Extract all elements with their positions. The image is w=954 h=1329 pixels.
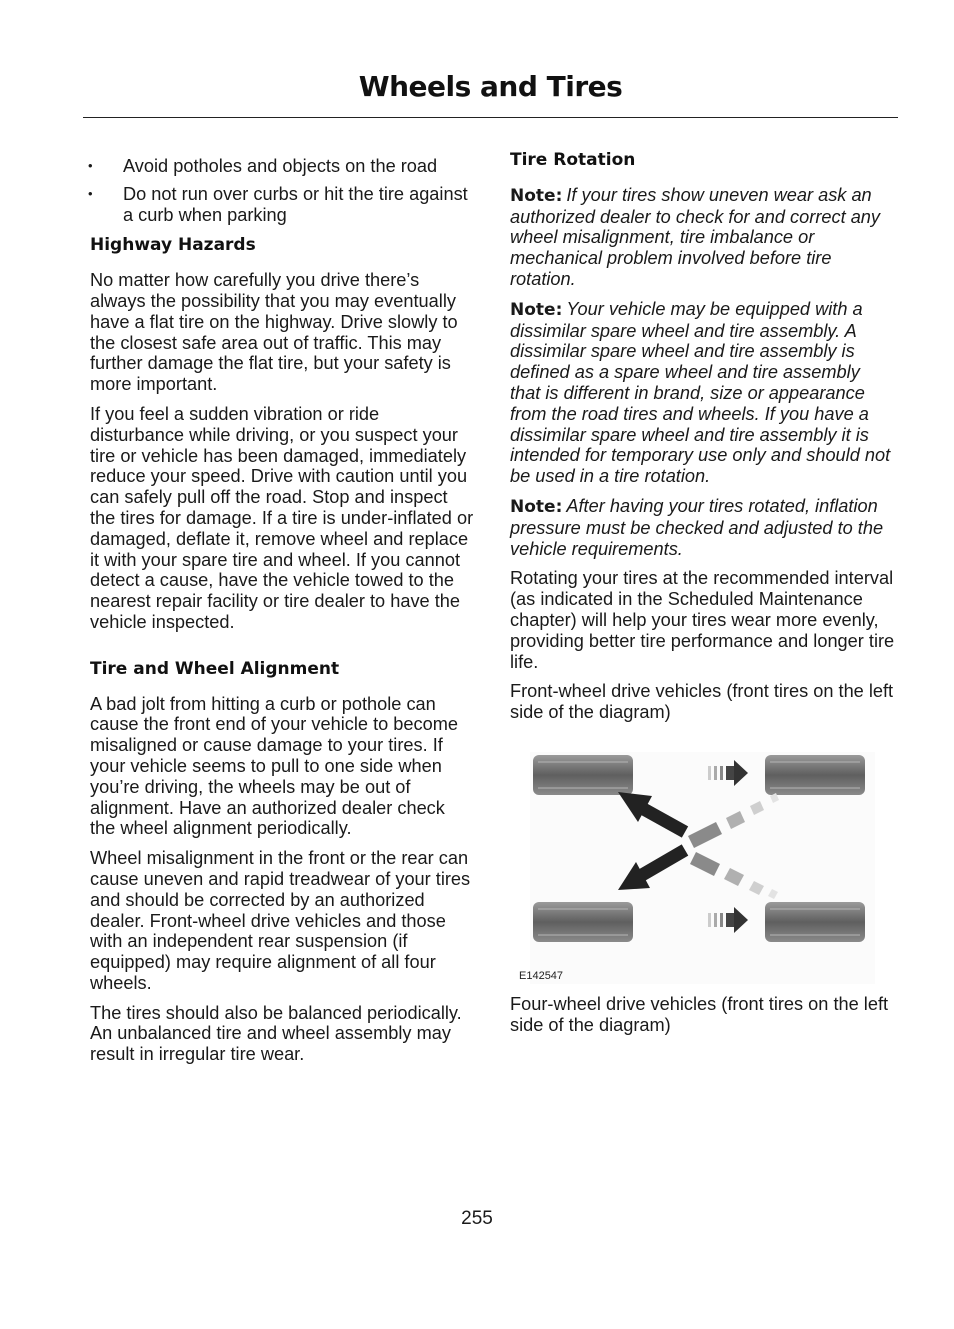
list-item: • Avoid potholes and objects on the road — [90, 156, 475, 177]
page-number: 255 — [461, 1208, 493, 1229]
tire-icon — [533, 902, 633, 942]
tire-icon — [765, 902, 865, 942]
note — [510, 496, 895, 559]
paragraph: The tires should also be balanced periodically. An unbalanced tire and wheel assembly may result in irregular tire wear. — [90, 1002, 462, 1065]
page-title: Wheels and Tires — [358, 70, 623, 103]
highway-hazards-heading: Highway Hazards — [90, 235, 256, 256]
tire-icon — [765, 755, 865, 795]
figure-code: E142547 — [519, 969, 564, 982]
diagram-svg — [530, 752, 875, 984]
right-column — [510, 150, 895, 1045]
left-column — [90, 150, 475, 1074]
note-label: Note: — [510, 496, 563, 517]
tire-icon — [533, 755, 633, 795]
note — [510, 185, 895, 290]
paragraph: No matter how carefully you drive there’s always the possibility that you may eventually have a flat tire on the highway. Drive slowly to the closest safe area out of traffic. This may further damage the flat tire, but your safety is more important. — [90, 270, 458, 395]
note-text: Your vehicle may be equipped with a dissimilar spare wheel and tire assembly. A dissimilar spare wheel and tire assembly is defined as a spare wheel and tire assembly that is different in brand, size or appearance from the road tires and wheels. If you have a dissimilar spare wheel and tire assembly it is intended for temporary use only and should not be used in a tire rotation. — [510, 298, 891, 487]
paragraph: Rotating your tires at the recommended interval (as indicated in the Scheduled Maintenance chapter) will help your tires wear more evenly, providing better tire performance and longer tire life. — [510, 568, 895, 672]
list-item: • Do not run over curbs or hit the tire against a curb when parking — [90, 184, 475, 226]
tire-rotation-diagram — [519, 752, 875, 984]
awd-caption: Four-wheel drive vehicles (front tires on the left side of the diagram) — [510, 993, 889, 1035]
fwd-caption: Front-wheel drive vehicles (front tires on the left side of the diagram) — [510, 681, 894, 723]
note-text: If your tires show uneven wear ask an authorized dealer to check for and correct any wheel misalignment, tire imbalance or mechanical problem involved before tire rotation. — [510, 184, 881, 289]
note-label: Note: — [510, 185, 563, 206]
note-label: Note: — [510, 299, 563, 320]
bullet-list — [90, 156, 475, 225]
title-divider — [83, 117, 898, 118]
paragraph: Wheel misalignment in the front or the rear can cause uneven and rapid treadwear of your tires and should be corrected by an authorized dealer. Front-wheel drive vehicles and those with an independent rear suspension (if equipped) may require alignment of all four wheels. — [90, 848, 471, 993]
alignment-heading: Tire and Wheel Alignment — [90, 658, 340, 679]
note-text: After having your tires rotated, inflation pressure must be checked and adjusted to the vehicle requirements. — [510, 495, 884, 559]
paragraph: If you feel a sudden vibration or ride disturbance while driving, or you suspect your tire or vehicle has been damaged, immediately reduce your speed. Drive with caution until you can safely pull off the road. Stop and inspect the tires for damage. If a tire is under-inflated or damaged, deflate it, remove wheel and replace it with your spare tire and wheel. If you cannot detect a cause, have the vehicle towed to the nearest repair facility or tire dealer to have the vehicle inspected. — [90, 403, 474, 632]
tire-rotation-heading: Tire Rotation — [510, 150, 636, 170]
note — [510, 299, 895, 487]
paragraph: A bad jolt from hitting a curb or pothole can cause the front end of your vehicle to become misaligned or cause damage to your tires. If your vehicle seems to pull to one side when you’re driving, the wheels may be out of alignment. Have an authorized dealer check the wheel alignment periodically. — [90, 693, 459, 839]
